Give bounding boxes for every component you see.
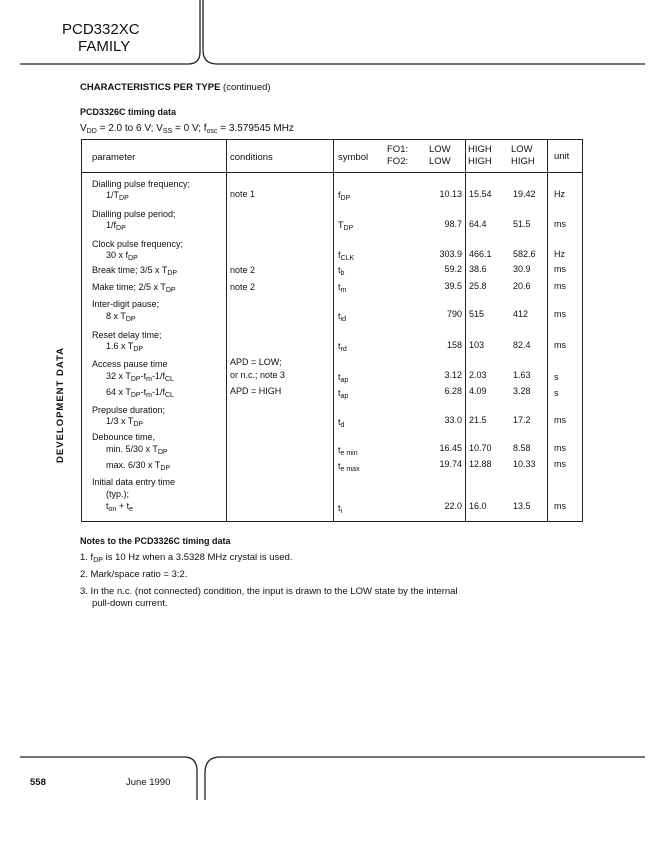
row-9-v2: 4.09 xyxy=(469,386,487,396)
row-8-v1: 3.12 xyxy=(444,370,462,380)
row-13-param: Initial data entry time xyxy=(92,477,176,487)
header-fo2: FO2: xyxy=(387,156,409,167)
row-13-v1: 22.0 xyxy=(444,501,462,511)
header-col3-fo1: LOW xyxy=(511,144,533,155)
row-0-v2: 15.54 xyxy=(469,189,492,199)
row-4-unit: ms xyxy=(554,281,566,291)
row-2-v2: 466.1 xyxy=(469,249,492,259)
row-1-param: Dialling pulse period; xyxy=(92,209,176,219)
row-8-unit: s xyxy=(554,372,559,382)
row-2-param-sub: 30 x $f_{DP}$ xyxy=(106,250,138,262)
sidebar-label: DEVELOPMENT DATA xyxy=(55,347,66,463)
row-5-param-sub: 8 x $T_{DP}$ xyxy=(106,311,136,323)
row-4-v3: 20.6 xyxy=(513,281,531,291)
row-12-param: max. 6/30 x $T_{DP}$ xyxy=(106,460,171,472)
row-8-cond: or n.c.; note 3 xyxy=(230,370,286,380)
row-3-v3: 30.9 xyxy=(513,264,531,274)
row-13-v3: 13.5 xyxy=(513,501,531,511)
row-10-param: Prepulse duration; xyxy=(92,405,166,415)
header-fo1: FO1: xyxy=(387,144,409,155)
row-3-v1: 59.2 xyxy=(444,264,462,274)
row-11-symbol: $t_{e min}$ xyxy=(338,445,358,457)
row-11-v2: 10.70 xyxy=(469,443,492,453)
row-6-param-sub: 1.6 x $T_{DP}$ xyxy=(106,341,144,353)
row-4-cond: note 2 xyxy=(230,282,256,292)
row-13-symbol: $t_i$ xyxy=(338,503,343,515)
row-13-param-sub: (typ.); xyxy=(106,489,130,499)
header-conditions: conditions xyxy=(230,152,273,163)
row-6-v1: 158 xyxy=(446,340,462,350)
row-2-v1: 303.9 xyxy=(439,249,462,259)
row-3-v2: 38.6 xyxy=(469,264,487,274)
row-3-cond: note 2 xyxy=(230,265,256,275)
row-0-unit: Hz xyxy=(554,189,565,199)
row-9-cond: APD = HIGH xyxy=(230,386,282,396)
row-1-symbol: $T_{DP}$ xyxy=(338,220,354,232)
row-5-v2: 515 xyxy=(469,309,485,319)
page-date: June 1990 xyxy=(126,777,171,788)
row-5-param: Inter-digit pause; xyxy=(92,299,160,309)
row-2-v3: 582.6 xyxy=(513,249,536,259)
note-2: 2. Mark/space ratio = 3:2. xyxy=(80,569,188,580)
row-12-symbol: $t_{e max}$ xyxy=(338,461,360,473)
header-col3-fo2: HIGH xyxy=(511,156,535,167)
row-1-param-sub: $1/f_{DP}$ xyxy=(106,220,126,232)
header-col2-fo2: HIGH xyxy=(468,156,492,167)
header-col1-fo2: LOW xyxy=(429,156,451,167)
row-0-v1: 10.13 xyxy=(439,189,462,199)
row-5-v1: 790 xyxy=(446,309,462,319)
timing-table xyxy=(81,139,583,522)
row-4-v2: 25.8 xyxy=(469,281,487,291)
row-11-v1: 16.45 xyxy=(439,443,462,453)
row-4-symbol: $t_m$ xyxy=(338,282,347,294)
row-2-unit: Hz xyxy=(554,249,565,259)
row-9-param: 64 x $T_{DP}-t_m-1/f_{CL}$ xyxy=(106,387,174,399)
row-2-symbol: $f_{CLK}$ xyxy=(338,250,355,262)
row-8-param: 32 x $T_{DP}-t_m-1/f_{CL}$ xyxy=(106,371,174,383)
row-12-v3: 10.33 xyxy=(513,459,536,469)
row-0-param-sub: $1/T_{DP}$ xyxy=(106,190,129,202)
row-9-v1: 6.28 xyxy=(444,386,462,396)
table-title: PCD3326C timing data xyxy=(80,107,177,117)
supply-conditions: $V_{DD} = 2.0$ to 6 V; $V_{SS} = 0$ V; $f_{osc} = 3.579545$ MHz xyxy=(80,123,294,135)
footer-rule xyxy=(0,745,665,805)
row-0-cond: note 1 xyxy=(230,189,256,199)
header-col2-fo1: HIGH xyxy=(468,144,492,155)
header-symbol: symbol xyxy=(338,152,369,163)
row-10-symbol: $t_d$ xyxy=(338,417,345,429)
row-5-unit: ms xyxy=(554,309,566,319)
header-title: PCD332XC xyxy=(62,21,140,38)
row-10-param-sub: 1/3 x $T_{DP}$ xyxy=(106,416,144,428)
row-3-param: Break time; 3/5 x $T_{DP}$ xyxy=(92,265,178,277)
header-subtitle: FAMILY xyxy=(78,38,131,55)
row-9-unit: s xyxy=(554,388,559,398)
row-9-v3: 3.28 xyxy=(513,386,531,396)
row-8-v3: 1.63 xyxy=(513,370,531,380)
row-0-v3: 19.42 xyxy=(513,189,536,199)
row-6-symbol: $t_{rd}$ xyxy=(338,341,347,353)
row-6-unit: ms xyxy=(554,340,566,350)
row-0-param: Dialling pulse frequency; xyxy=(92,179,191,189)
row-12-unit: ms xyxy=(554,459,566,469)
row-5-v3: 412 xyxy=(513,309,529,319)
note-1: 1. $f_{DP}$ is 10 Hz when a 3.5328 MHz crystal is used. xyxy=(80,552,293,564)
row-10-v3: 17.2 xyxy=(513,415,531,425)
row-10-v2: 21.5 xyxy=(469,415,487,425)
row-7-cond: APD = LOW; xyxy=(230,357,282,367)
row-11-v3: 8.58 xyxy=(513,443,531,453)
row-1-v2: 64.4 xyxy=(469,219,487,229)
row-1-unit: ms xyxy=(554,219,566,229)
page-number: 558 xyxy=(30,777,46,788)
row-10-v1: 33.0 xyxy=(444,415,462,425)
row-6-v3: 82.4 xyxy=(513,340,531,350)
row-13-unit: ms xyxy=(554,501,566,511)
row-5-symbol: $t_{id}$ xyxy=(338,311,346,323)
notes-title: Notes to the PCD3326C timing data xyxy=(80,536,231,546)
header-unit: unit xyxy=(554,151,570,162)
row-2-param: Clock pulse frequency; xyxy=(92,239,184,249)
header-parameter: parameter xyxy=(92,152,136,163)
row-7-param: Access pause time xyxy=(92,359,168,369)
row-6-v2: 103 xyxy=(469,340,485,350)
row-13-param-formula: $t_{on} + t_e$ xyxy=(106,501,133,513)
row-0-symbol: $f_{DP}$ xyxy=(338,190,351,202)
row-12-v2: 12.88 xyxy=(469,459,492,469)
row-4-param: Make time; 2/5 x $T_{DP}$ xyxy=(92,282,176,294)
note-3-cont: pull-down current. xyxy=(92,598,168,609)
row-8-symbol: $t_{ap}$ xyxy=(338,372,349,384)
row-9-symbol: $t_{ap}$ xyxy=(338,388,349,400)
note-3: 3. In the n.c. (not connected) condition, the input is drawn to the LOW state by the internal xyxy=(80,586,458,597)
row-3-unit: ms xyxy=(554,264,566,274)
row-11-param-sub: min. 5/30 x $T_{DP}$ xyxy=(106,444,168,456)
section-title: CHARACTERISTICS PER TYPE (continued) xyxy=(80,82,271,93)
row-4-v1: 39.5 xyxy=(444,281,462,291)
row-6-param: Reset delay time; xyxy=(92,330,162,340)
row-1-v1: 98.7 xyxy=(444,219,462,229)
row-11-unit: ms xyxy=(554,443,566,453)
row-12-v1: 19.74 xyxy=(439,459,462,469)
row-3-symbol: $t_b$ xyxy=(338,265,345,277)
row-1-v3: 51.5 xyxy=(513,219,531,229)
row-8-v2: 2.03 xyxy=(469,370,487,380)
header-col1-fo1: LOW xyxy=(429,144,451,155)
row-13-v2: 16.0 xyxy=(469,501,487,511)
row-11-param: Debounce time, xyxy=(92,432,156,442)
row-10-unit: ms xyxy=(554,415,566,425)
